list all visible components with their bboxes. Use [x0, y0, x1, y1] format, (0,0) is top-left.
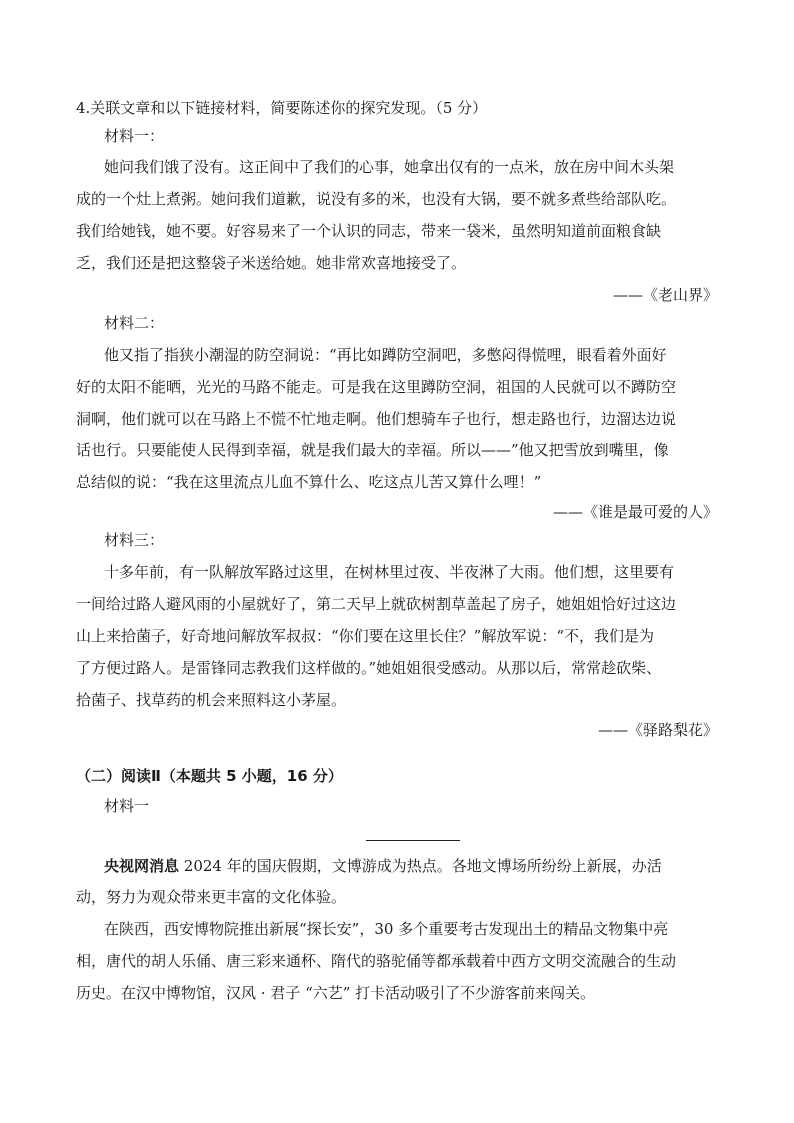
material3-source: ——《驿路梨花》 — [597, 721, 718, 739]
material2-line: 好的太阳不能晒，光光的马路不能走。可是我在这里蹲防空洞，祖国的人民就可以不蹲防空 — [76, 378, 677, 396]
material3-line: 十多年前，有一队解放军路过这里，在树林里过夜、半夜淋了大雨。他们想，这里要有 — [104, 563, 675, 581]
material3-line: 一间给过路人避风雨的小屋就好了，第二天早上就砍树割草盖起了房子，她姐姐恰好过这边 — [76, 595, 677, 613]
material1-label: 材料一： — [104, 127, 165, 145]
section-material-label: 材料一 — [104, 797, 150, 815]
title-blank-line — [366, 840, 460, 841]
material3-line: 拾菌子、找草药的机会来照料这小茅屋。 — [76, 691, 347, 709]
article-line: 相，唐代的胡人乐俑、唐三彩来通杯、隋代的骆驼俑等都承载着中西方文明交流融合的生动 — [76, 952, 677, 970]
material2-label: 材料二： — [104, 314, 165, 332]
material3-line: 山上来拾菌子，好奇地问解放军叔叔：“你们要在这里长住？”解放军说：“不，我们是为 — [76, 627, 655, 645]
material2-line: 话也行。只要能使人民得到幸福，就是我们最大的幸福。所以——”他又把雪放到嘴里，像 — [76, 441, 669, 459]
material2-source: ——《谁是最可爱的人》 — [552, 503, 718, 521]
article-lead: 央视网消息 — [104, 857, 180, 875]
material1-line: 我们给她钱，她不要。好容易来了一个认识的同志，带来一袋米，虽然明知道前面粮食缺 — [76, 222, 662, 240]
material3-line: 了方便过路人。是雷锋同志教我们这样做的。”她姐姐很受感动。从那以后，常常趁砍柴、 — [76, 659, 662, 677]
question-prompt: 4.关联文章和以下链接材料，简要陈述你的探究发现。（5 分） — [76, 99, 488, 117]
section-heading: （二）阅读Ⅱ（本题共 5 小题，16 分） — [76, 767, 343, 785]
article-line — [104, 856, 662, 876]
material2-line: 洞啊，他们就可以在马路上不慌不忙地走啊。他们想骑车子也行，想走路也行，边溜达边说 — [76, 410, 677, 428]
article-line1-text: 2024 年的国庆假期，文博游成为热点。各地文博场所纷纷上新展，办活 — [179, 857, 662, 875]
material3-label: 材料三： — [104, 531, 165, 549]
material2-line: 他又指了指狭小潮湿的防空洞说：“再比如蹲防空洞吧，多憋闷得慌哩，眼看着外面好 — [104, 346, 667, 364]
article-line: 历史。在汉中博物馆，汉风 · 君子 “六艺” 打卡活动吸引了不少游客前来闯关。 — [76, 984, 596, 1002]
article-line: 在陕西，西安博物院推出新展“探长安”，30 多个重要考古发现出土的精品文物集中亮 — [104, 920, 669, 938]
material1-line: 乏，我们还是把这整袋子米送给她。她非常欢喜地接受了。 — [76, 254, 467, 272]
material1-line: 成的一个灶上煮粥。她问我们道歉，说没有多的米，也没有大锅，要不就多煮些给部队吃。 — [76, 190, 677, 208]
article-line: 动，努力为观众带来更丰富的文化体验。 — [76, 888, 347, 906]
material2-line: 总结似的说：“我在这里流点儿血不算什么、吃这点儿苦又算什么哩！” — [76, 473, 542, 491]
material1-line: 她问我们饿了没有。这正间中了我们的心事，她拿出仅有的一点米，放在房中间木头架 — [104, 158, 675, 176]
material1-source: ——《老山界》 — [612, 286, 718, 304]
